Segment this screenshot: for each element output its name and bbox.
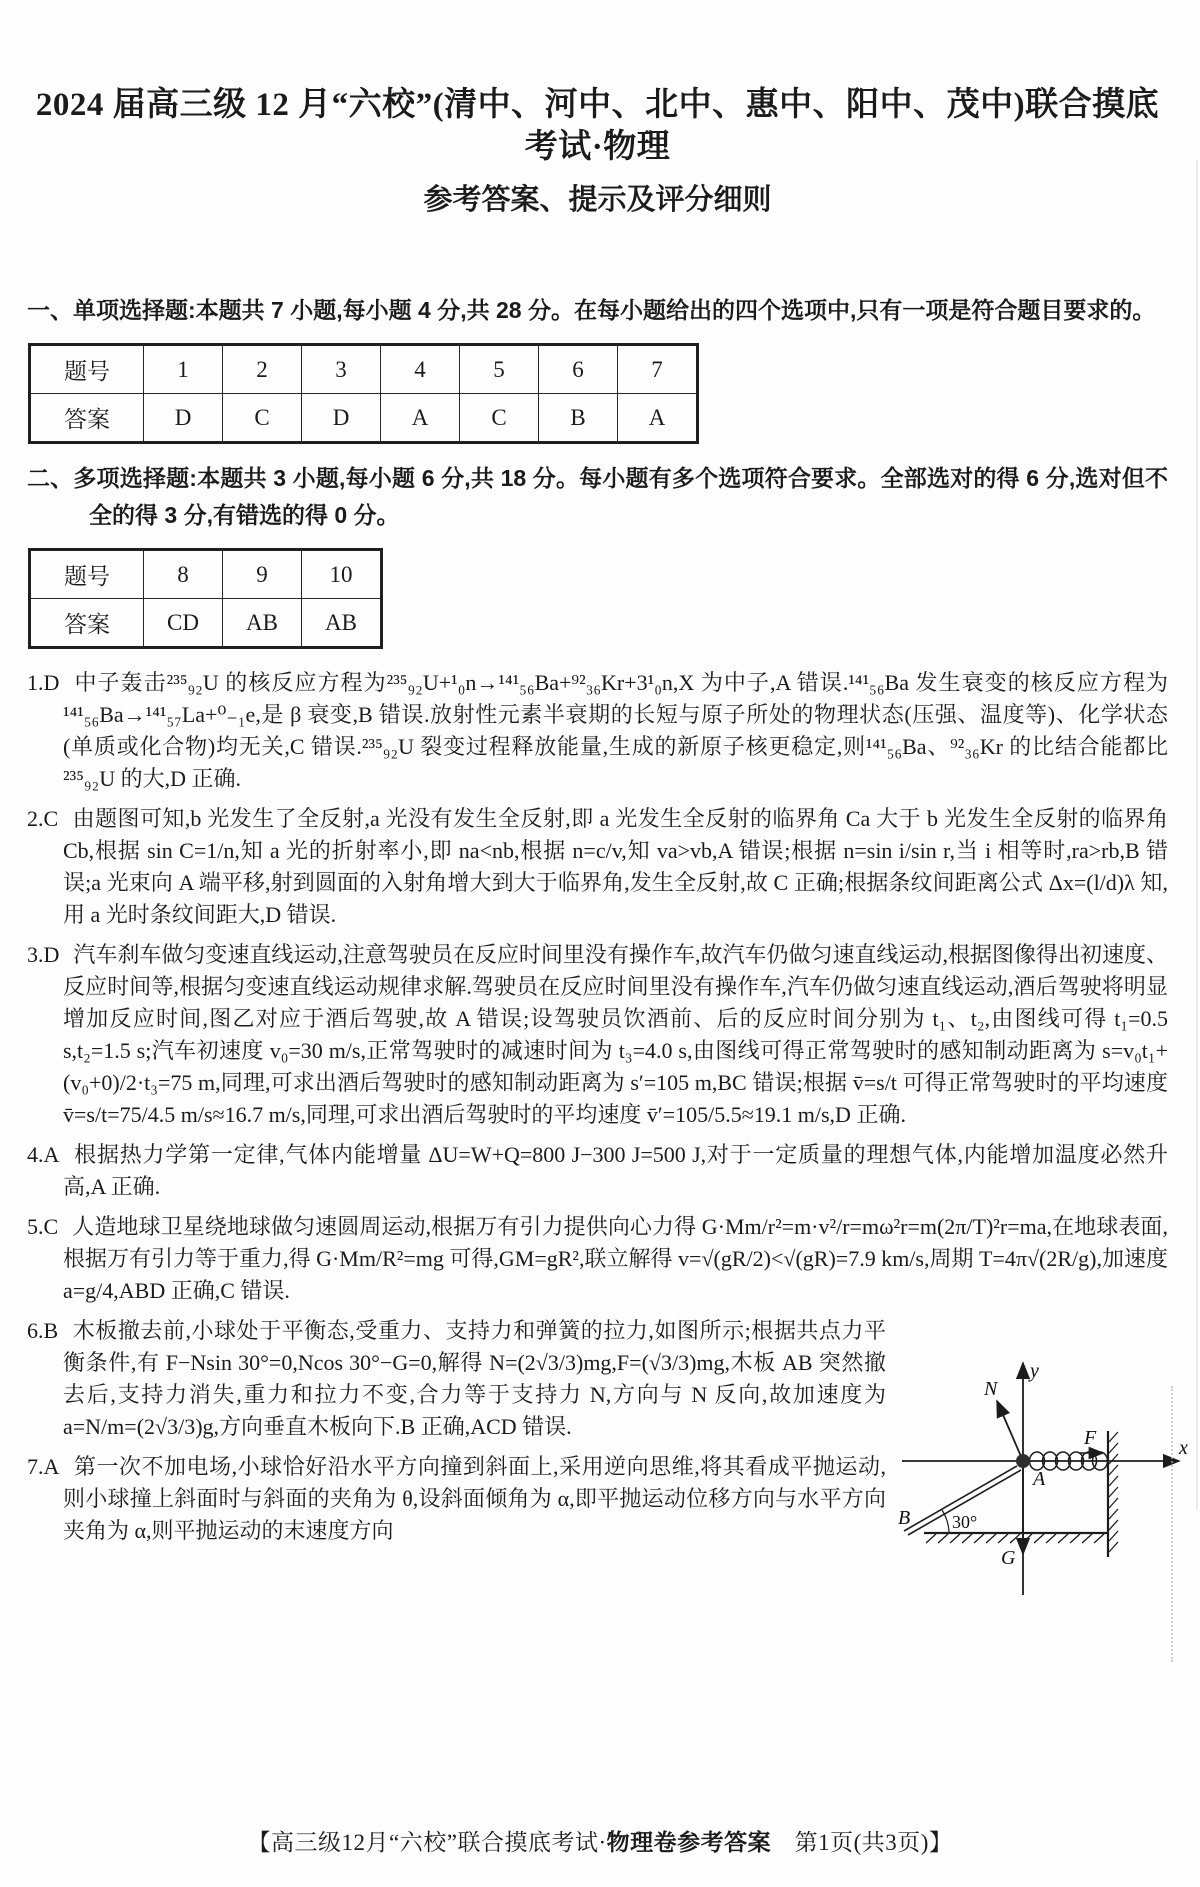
explanation-item-1 [27, 667, 1168, 795]
page-footer [0, 1824, 1200, 1857]
x-axis-label: x [1179, 1437, 1188, 1459]
table-cell: CD [144, 599, 223, 648]
normal-force-label: N [984, 1378, 998, 1400]
item-text: 人造地球卫星绕地球做匀速圆周运动,根据万有引力提供向心力得 G·Mm/r²=m·v²/r=mω²r=m(2π/T)²r=ma,在地球表面,根据万有引力等于重力,得 G·Mm/R²=mg 可得,GM=gR²,联立解得 v=√(gR/2)<√(gR)=7.9 km/s,周期 T=4π√(2R/g),加速度 a=g/4,ABD 正确,C 错误. [63, 1214, 1168, 1303]
footer-text-right: 第1页(共3页)】 [771, 1830, 953, 1855]
table-row-numbers [30, 550, 382, 599]
ball [1016, 1454, 1030, 1468]
wall-hatching [1109, 1432, 1118, 1552]
table-header-question-number: 题号 [30, 550, 144, 599]
item-number: 7.A [27, 1454, 60, 1479]
table-cell: 6 [539, 345, 618, 394]
scan-artifact-dotted-line [1171, 1386, 1173, 1662]
table-cell: C [460, 394, 539, 443]
table-cell: 2 [223, 345, 302, 394]
item-text: 汽车刹车做匀变速直线运动,注意驾驶员在反应时间里没有操作车,故汽车仍做匀速直线运动,根据图像得出初速度、反应时间等,根据匀变速直线运动规律求解.驾驶员在反应时间里没有操作车,汽车仍做匀速直线运动,酒后驾驶将明显增加反应时间,图乙对应于酒后驾驶,故 A 错误;设驾驶员饮酒前、后的反应时间分别为 t₁、t₂,由图线可得 t₁=0.5 s,t₂=1.5 s;汽车初速度 v₀=30 m/s,正常驾驶时的减速时间为 t₃=4.0 s,由图线可得正常驾驶时的感知制动距离为 s=v₀t₁+(v₀+0)/2·t₃=75 m,同理,可求出酒后驾驶时的感知制动距离为 s′=105 m,BC 错误;根据 v̄=s/t 可得正常驾驶时的平均速度 v̄=s/t=75/4.5 m/s≈16.7 m/s,同理,可求出酒后驾驶时的平均速度 v̄′=105/5.5≈19.1 m/s,D 正确. [63, 942, 1168, 1127]
footer-text-bold: 物理卷参考答案 [606, 1830, 772, 1855]
item-number: 1.D [27, 670, 60, 695]
force-diagram-figure [896, 1311, 1196, 1626]
single-choice-answer-table [28, 343, 699, 444]
item-number: 4.A [27, 1142, 60, 1167]
table-row-answers [30, 394, 698, 443]
point-b-label: B [898, 1507, 911, 1529]
table-cell: 9 [223, 550, 302, 599]
page-subtitle: 参考答案、提示及评分细则 [423, 184, 772, 216]
footer-text-left: 【高三级12月“六校”联合摸底考试· [247, 1830, 607, 1855]
explanation-item-4 [27, 1139, 1168, 1203]
explanations [27, 667, 1188, 1569]
table-cell: 5 [460, 345, 539, 394]
table-cell: AB [223, 599, 302, 648]
item-number: 6.B [27, 1318, 59, 1343]
explanation-item-2 [27, 803, 1168, 931]
table-cell: 3 [302, 345, 381, 394]
scan-artifact-edge-line [1196, 160, 1198, 1510]
table-cell: 7 [618, 345, 698, 394]
y-axis-label: y [1030, 1360, 1039, 1382]
table-cell: D [302, 394, 381, 443]
page-title: 2024 届高三级 12 月“六校”(清中、河中、北中、惠中、阳中、茂中)联合摸底考试·物理 [35, 87, 1160, 165]
gravity-label: G [1001, 1547, 1016, 1569]
item-number: 5.C [27, 1214, 59, 1239]
table-cell: D [144, 394, 223, 443]
table-header-answer: 答案 [30, 394, 144, 443]
item-text: 中子轰击²³⁵₉₂U 的核反应方程为²³⁵₉₂U+¹₀n→¹⁴¹₅₆Ba+⁹²₃₆Kr+3¹₀n,X 为中子,A 错误.¹⁴¹₅₆Ba 发生衰变的核反应方程为¹⁴¹₅₆Ba→¹⁴¹₅₇La+⁰₋₁e,是 β 衰变,B 错误.放射性元素半衰期的长短与原子所处的物理状态(压强、温度等)、化学状态(单质或化合物)均无关,C 错误.²³⁵₉₂U 裂变过程释放能量,生成的新原子核更稳定,则¹⁴¹₅₆Ba、⁹²₃₆Kr 的比结合能都比²³⁵₉₂U 的大,D 正确. [63, 670, 1168, 791]
item-text: 由题图可知,b 光发生了全反射,a 光没有发生全反射,即 a 光发生全反射的临界角 Ca 大于 b 光发生全反射的临界角 Cb,根据 sin C=1/n,知 a 光的折射率小,即 na<nb,根据 n=c/v,知 va>vb,A 错误;根据 n=sin i/sin r,当 i 相等时,ra>rb,B 错误;a 光束向 A 端平移,射到圆面的入射角增大到大于临界角,发生全反射,故 C 正确;根据条纹间距离公式 Δx=(l/d)λ 知,用 a 光时条纹间距大,D 错误. [63, 806, 1168, 927]
table-header-answer: 答案 [30, 599, 144, 648]
table-cell: A [381, 394, 460, 443]
section-1-heading: 一、单项选择题:本题共 7 小题,每小题 4 分,共 28 分。在每小题给出的四个选项中,只有一项是符合题目要求的。 [27, 297, 1156, 323]
table-cell: A [618, 394, 698, 443]
item-text: 木板撤去前,小球处于平衡态,受重力、支持力和弹簧的拉力,如图所示;根据共点力平衡条件,有 F−Nsin 30°=0,Ncos 30°−G=0,解得 N=(2√3/3)mg,F=(√3/3)mg,木板 AB 突然撤去后,支持力消失,重力和拉力不变,合力等于支持力 N,方向与 N 反向,故加速度为 a=N/m=(2√3/3)g,方向垂直木板向下.B 正确,ACD 错误. [63, 1318, 886, 1439]
item-text: 根据热力学第一定律,气体内能增量 ΔU=W+Q=800 J−300 J=500 J,对于一定质量的理想气体,内能增加温度必然升高,A 正确. [63, 1142, 1168, 1199]
table-cell: 1 [144, 345, 223, 394]
section-2-heading: 二、多项选择题:本题共 3 小题,每小题 6 分,共 18 分。每小题有多个选项符合要求。全部选对的得 6 分,选对但不全的得 3 分,有错选的得 0 分。 [27, 465, 1168, 528]
explanation-item-5 [27, 1211, 1168, 1307]
normal-force-arrow [997, 1401, 1023, 1461]
multi-choice-answer-table [28, 548, 383, 649]
ground-hatching [926, 1534, 1104, 1543]
item-number: 3.D [27, 942, 60, 967]
point-a-label: A [1033, 1468, 1046, 1490]
spring-force-label: F [1084, 1427, 1097, 1449]
table-cell: 10 [302, 550, 382, 599]
content-column [27, 0, 1188, 1630]
angle-label: 30° [952, 1512, 978, 1532]
explanation-item-3 [27, 939, 1168, 1131]
table-cell: AB [302, 599, 382, 648]
table-cell: 8 [144, 550, 223, 599]
item-text: 第一次不加电场,小球恰好沿水平方向撞到斜面上,采用逆向思维,将其看成平抛运动,则小球撞上斜面时与斜面的夹角为 θ,设斜面倾角为 α,即平抛运动位移方向与水平方向夹角为 α,则平抛运动的末速度方向 [63, 1454, 886, 1543]
table-row-numbers [30, 345, 698, 394]
table-row-answers [30, 599, 382, 648]
table-cell: 4 [381, 345, 460, 394]
table-cell: B [539, 394, 618, 443]
item-number: 2.C [27, 806, 59, 831]
table-cell: C [223, 394, 302, 443]
table-header-question-number: 题号 [30, 345, 144, 394]
